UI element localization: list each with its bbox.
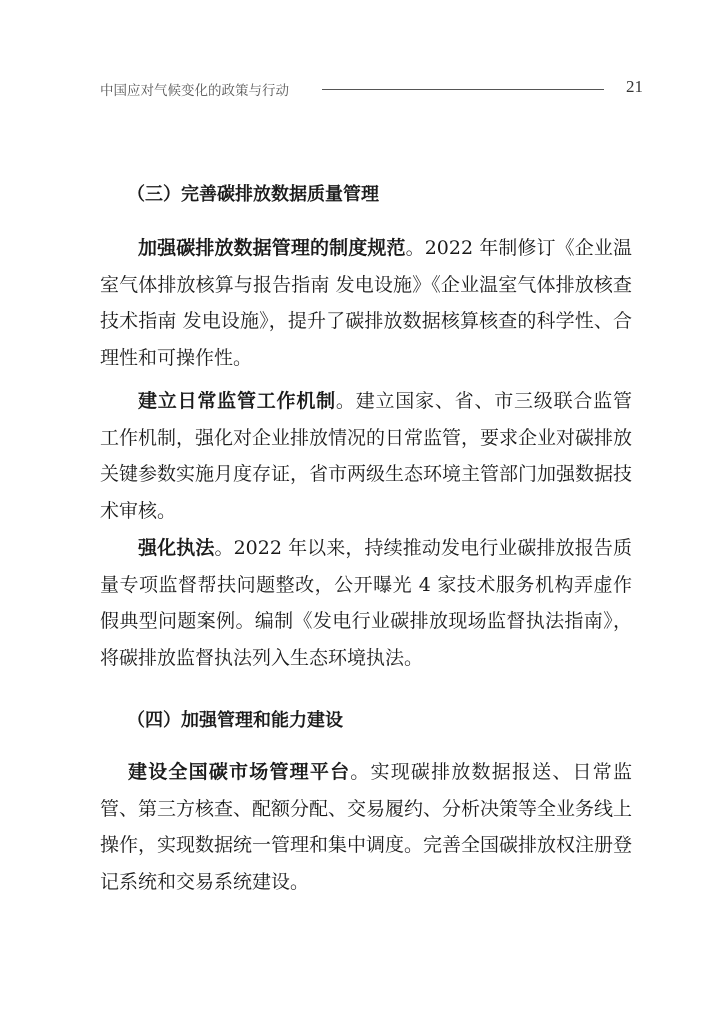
paragraph-lead: 加强碳排放数据管理的制度规范 (138, 237, 406, 259)
section-heading-4: （四）加强管理和能力建设 (127, 710, 343, 731)
page-header (100, 76, 643, 100)
paragraph-data-norms (100, 230, 632, 376)
paragraph-enforcement (100, 530, 632, 676)
section-heading-3: （三）完善碳排放数据质量管理 (127, 184, 379, 205)
page-number: 21 (626, 77, 643, 96)
paragraph-body: 。2022 年以来，持续推动发电行业碳排放报告质量专项监督帮扶问题整改，公开曝光 4 家技术服务机构弄虚作假典型问题案例。编制《发电行业碳排放现场监督执法指南》，将碳排放监督执法列入生态环境执法。 (100, 537, 632, 669)
paragraph-body: 。2022 年制修订《企业温室气体排放核算与报告指南 发电设施》《企业温室气体排放核查技术指南 发电设施》，提升了碳排放数据核算核查的科学性、合理性和可操作性。 (100, 237, 632, 369)
paragraph-platform (100, 754, 632, 900)
paragraph-lead: 建设全国碳市场管理平台 (128, 761, 351, 783)
paragraph-supervision-mechanism (100, 383, 632, 529)
paragraph-body: 。建立国家、省、市三级联合监管工作机制，强化对企业排放情况的日常监管，要求企业对碳排放关键参数实施月度存证，省市两级生态环境主管部门加强数据技术审核。 (100, 390, 633, 522)
paragraph-body: 。实现碳排放数据报送、日常监管、第三方核查、配额分配、交易履约、分析决策等全业务线上操作，实现数据统一管理和集中调度。完善全国碳排放权注册登记系统和交易系统建设。 (100, 761, 633, 893)
running-header-title: 中国应对气候变化的政策与行动 (100, 83, 289, 99)
paragraph-lead: 建立日常监管工作机制 (138, 390, 336, 412)
paragraph-lead: 强化执法 (138, 537, 215, 559)
header-rule (322, 89, 604, 90)
